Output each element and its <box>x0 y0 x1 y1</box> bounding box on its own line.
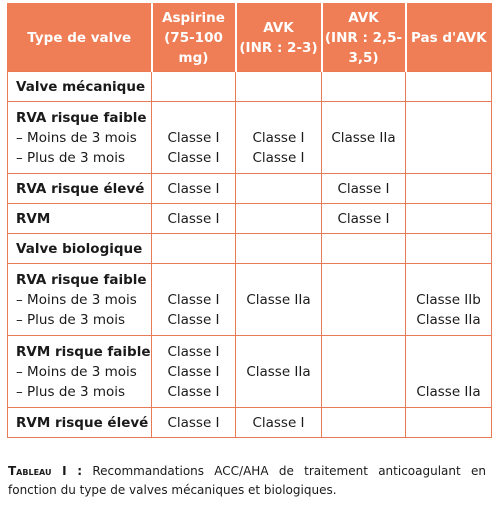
row-label: RVA risque élevé <box>8 174 152 204</box>
cell-avk-2-5-3-5: Classe I <box>322 174 406 204</box>
row-label: RVA risque faible – Moins de 3 mois – Plus de 3 mois <box>8 102 152 174</box>
cell-aspirin: Classe I Classe I Classe I <box>152 336 236 408</box>
row-label: RVM <box>8 204 152 234</box>
row-label: Valve biologique <box>8 234 152 264</box>
row-label: RVA risque faible – Moins de 3 mois – Plus de 3 mois <box>8 264 152 336</box>
header-no-avk: Pas d'AVK <box>406 4 492 72</box>
cell-aspirin: Classe I <box>152 408 236 438</box>
cell-avk-2-3: Classe I <box>236 408 322 438</box>
cell-aspirin: Classe I Classe I <box>152 102 236 174</box>
cell-avk-2-3: Classe I Classe I <box>236 102 322 174</box>
cell-aspirin: Classe I Classe I <box>152 264 236 336</box>
cell-no-avk: Classe IIa <box>406 336 492 408</box>
recommendations-table-container <box>7 3 491 438</box>
cell-aspirin: Classe I <box>152 204 236 234</box>
table-caption <box>8 462 486 500</box>
table-row <box>8 102 492 174</box>
table-row <box>8 336 492 408</box>
caption-text: Recommandations ACC/AHA de traitement anticoagulant en fonction du type de valves mécaniques et biologiques. <box>8 464 486 497</box>
table-row <box>8 174 492 204</box>
row-label: RVM risque élevé <box>8 408 152 438</box>
table-row <box>8 72 492 102</box>
cell-avk-2-3: Classe IIa <box>236 264 322 336</box>
header-aspirin: Aspirine (75-100 mg) <box>152 4 236 72</box>
cell-avk-2-5-3-5: Classe IIa <box>322 102 406 174</box>
recommendations-table <box>7 3 492 438</box>
table-row <box>8 408 492 438</box>
cell-avk-2-5-3-5: Classe I <box>322 204 406 234</box>
table-row <box>8 234 492 264</box>
cell-aspirin: Classe I <box>152 174 236 204</box>
cell-no-avk: Classe IIb Classe IIa <box>406 264 492 336</box>
cell-avk-2-3: Classe IIa <box>236 336 322 408</box>
header-valve-type: Type de valve <box>8 4 152 72</box>
row-label: Valve mécanique <box>8 72 152 102</box>
caption-tag: Tableau I : <box>8 464 83 478</box>
header-avk-2-5-3-5: AVK (INR : 2,5-3,5) <box>322 4 406 72</box>
table-row <box>8 264 492 336</box>
header-avk-2-3: AVK (INR : 2-3) <box>236 4 322 72</box>
table-header-row <box>8 4 492 72</box>
row-label: RVM risque faible – Moins de 3 mois – Plus de 3 mois <box>8 336 152 408</box>
table-row <box>8 204 492 234</box>
